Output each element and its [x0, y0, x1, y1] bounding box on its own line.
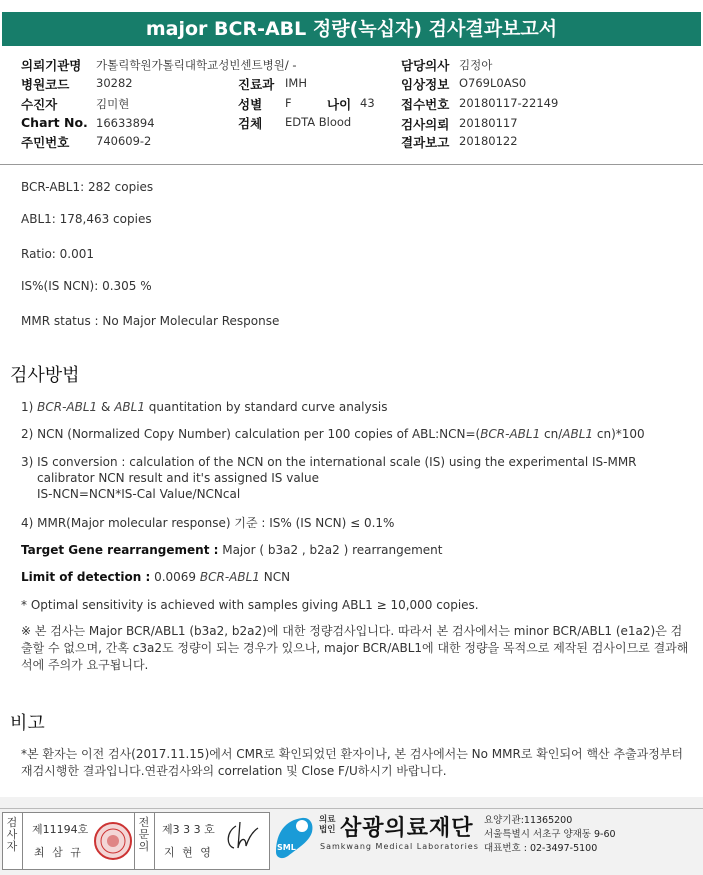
- hospital-code-value: 30282: [96, 76, 133, 90]
- lod-value: 0.0069: [150, 570, 200, 584]
- request-date-label: 검사의뢰: [401, 117, 450, 132]
- signature-divider-2: [134, 812, 135, 870]
- method-item-2-prefix: 2) NCN (Normalized Copy Number) calculation per 100 copies of ABL:NCN=(: [21, 427, 481, 441]
- specialist-signature: [222, 818, 264, 860]
- bcr-abl1-result: BCR-ABL1: 282 copies: [21, 180, 154, 194]
- hospital-code-label: 병원코드: [21, 77, 70, 92]
- department-label: 진료과: [238, 77, 275, 92]
- method-item-2-gene1: BCR-ABL1: [480, 427, 541, 441]
- clinical-info-label: 임상정보: [401, 77, 450, 92]
- sensitivity-note: * Optimal sensitivity is achieved with samples giving ABL1 ≥ 10,000 copies.: [21, 598, 479, 612]
- age-value: 43: [360, 96, 375, 110]
- method-item-1-rest: quantitation by standard curve analysis: [144, 400, 388, 414]
- age-label: 나이: [327, 97, 352, 112]
- receipt-no-value: 20180117-22149: [459, 96, 559, 110]
- lod-label: Limit of detection :: [21, 570, 151, 584]
- abl1-result: ABL1: 178,463 copies: [21, 212, 152, 226]
- method-item-1-gene2: ABL1: [114, 400, 145, 414]
- institution-value: 가톨릭학원가톨릭대학교성빈센트병원/ -: [96, 58, 297, 72]
- signature-divider-1: [22, 812, 23, 870]
- method-item-1-prefix: 1): [21, 400, 38, 414]
- method-item-1: [21, 399, 387, 415]
- method-heading: 검사방법: [10, 365, 80, 386]
- limit-of-detection-line: [21, 569, 290, 585]
- chart-no-value: 16633894: [96, 116, 155, 130]
- org-address: 서울특별시 서초구 양재동 9-60: [484, 829, 616, 840]
- department-value: IMH: [285, 76, 307, 90]
- method-item-1-gene1: BCR-ABL1: [37, 400, 98, 414]
- method-notice: ※ 본 검사는 Major BCR/ABL1 (b3a2, b2a2)에 대한 정량검사입니다. 따라서 본 검사에서는 minor BCR/ABL1 (e1a2)은 검출할 수 없으며, 간혹 c3a2도 정량이 되는 경우가 있으나, major BCR/ABL1에 대한 정량을 목적으로 제작된 검사이므로 결과해석에 주의가 요구됩니다.: [21, 624, 689, 672]
- specialist-license: 제3 3 3 호: [162, 823, 215, 836]
- org-prefix: 의료법인: [319, 815, 336, 835]
- lod-gene: BCR-ABL1: [199, 570, 260, 584]
- patient-info-section: [0, 48, 703, 164]
- institution-label: 의뢰기관명: [21, 58, 82, 73]
- ratio-result: Ratio: 0.001: [21, 247, 95, 261]
- org-name: 삼광의료재단: [340, 816, 474, 841]
- report-title: major BCR-ABL 정량(녹십자) 검사결과보고서: [2, 12, 701, 46]
- method-item-1-amp: &: [97, 400, 115, 414]
- remarks-text: *본 환자는 이전 검사(2017.11.15)에서 CMR로 확인되었던 환자이나, 본 검사에서는 No MMR로 확인되어 핵산 추출과정부터 재검시행한 결과입니다.연관검사와의 correlation 및 Close F/U하시기 바랍니다.: [21, 747, 683, 778]
- examiner-label: 검사자: [6, 816, 18, 853]
- sex-label: 성별: [238, 97, 263, 112]
- method-item-4: 4) MMR(Major molecular response) 기준 : IS% (IS NCN) ≤ 0.1%: [21, 516, 395, 530]
- specimen-label: 검체: [238, 116, 263, 131]
- sml-logo-text: SML: [277, 843, 296, 852]
- request-date-value: 20180117: [459, 116, 518, 130]
- sex-value: F: [285, 96, 292, 110]
- collector-label: 수진자: [21, 97, 58, 112]
- specialist-name: 지 현 영: [164, 846, 213, 859]
- signature-divider-3: [154, 812, 155, 870]
- method-item-3-line-3: IS-NCN=NCN*IS-Cal Value/NCNcal: [37, 487, 241, 501]
- report-date-value: 20180122: [459, 134, 518, 148]
- method-item-3-line-1: 3) IS conversion : calculation of the NCN on the international scale (IS) using the experimental IS-MMR: [21, 455, 637, 469]
- specialist-label: 전문의: [138, 816, 150, 853]
- remarks-heading: 비고: [10, 713, 45, 734]
- org-phone: 대표번호 : 02-3497-5100: [484, 843, 598, 854]
- method-item-2-gene2: ABL1: [562, 427, 594, 441]
- resident-no-label: 주민번호: [21, 135, 70, 150]
- method-item-2: [21, 426, 645, 442]
- method-item-3-line-2: calibrator NCN result and it's assigned IS value: [37, 471, 319, 485]
- mmr-status-result: MMR status : No Major Molecular Response: [21, 314, 280, 328]
- examiner-license: 제11194호: [32, 823, 89, 836]
- resident-no-value: 740609-2: [96, 134, 152, 148]
- collector-value: 김미현: [96, 97, 130, 111]
- org-subtitle: Samkwang Medical Laboratories: [320, 842, 479, 851]
- target-gene-line: [21, 542, 443, 558]
- receipt-no-label: 접수번호: [401, 97, 450, 112]
- lod-unit: NCN: [259, 570, 291, 584]
- report-date-label: 결과보고: [401, 135, 450, 150]
- method-item-2-mid: cn/: [540, 427, 563, 441]
- method-item-2-end: cn)*100: [593, 427, 645, 441]
- official-seal: [94, 822, 132, 860]
- chart-no-label: Chart No.: [21, 115, 88, 130]
- doctor-value: 김정아: [459, 58, 493, 72]
- sml-logo-icon: [272, 812, 318, 864]
- org-code: 요양기관:11365200: [484, 815, 573, 826]
- examiner-name: 최 삼 규: [34, 846, 83, 859]
- doctor-label: 담당의사: [401, 58, 450, 73]
- clinical-info-value: O769L0AS0: [459, 76, 527, 90]
- target-gene-label: Target Gene rearrangement :: [21, 543, 219, 557]
- specimen-value: EDTA Blood: [285, 115, 352, 129]
- target-gene-value: Major ( b3a2 , b2a2 ) rearrangement: [218, 543, 443, 557]
- footer-divider: [0, 808, 703, 809]
- is-ratio-result: IS%(IS NCN): 0.305 %: [21, 279, 152, 293]
- info-divider: [0, 164, 703, 165]
